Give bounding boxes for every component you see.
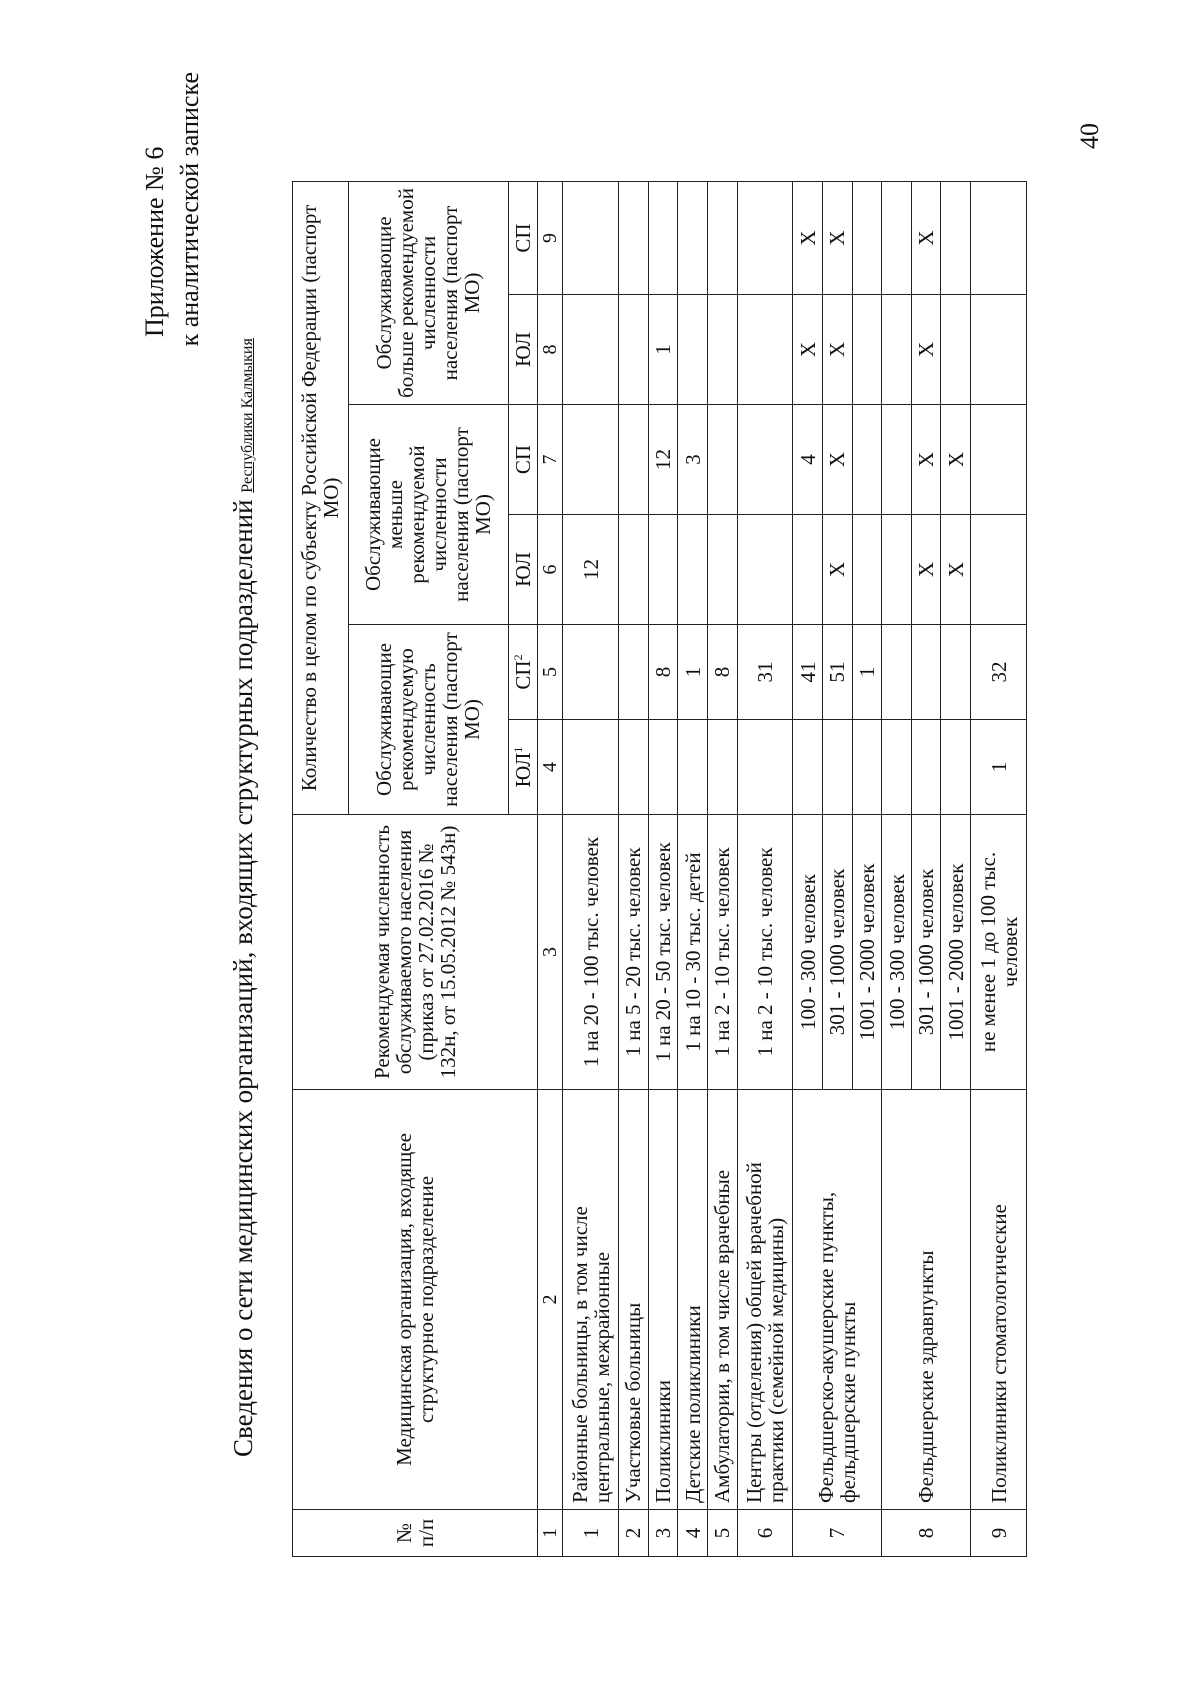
row-number: 4 xyxy=(678,1510,708,1557)
cell-sp-b xyxy=(882,405,912,515)
cell-sp-b xyxy=(971,405,1027,515)
cell-sp-a: 32 xyxy=(971,625,1027,720)
document-region: Республики Калмыкия xyxy=(239,338,256,493)
cell-sp-a xyxy=(882,625,912,720)
cell-sp-b xyxy=(619,405,649,515)
table-row xyxy=(619,181,649,1556)
org-name: Участковые больницы xyxy=(619,1090,649,1510)
row-number: 6 xyxy=(737,1510,793,1557)
cell-sp-a: 51 xyxy=(822,625,852,720)
cell-sp-c xyxy=(737,181,793,294)
org-name: Амбулатории, в том числе врачебные xyxy=(708,1090,738,1510)
column-number: 1 xyxy=(538,1510,563,1557)
cell-sp-b xyxy=(737,405,793,515)
cell-sp-b: X xyxy=(911,405,941,515)
recommended-value: 100 - 300 человек xyxy=(793,815,823,1090)
cell-yul-a xyxy=(678,720,708,815)
recommended-value: 1 на 10 - 30 тыс. детей xyxy=(678,815,708,1090)
cell-yul-a xyxy=(708,720,738,815)
cell-yul-b xyxy=(793,515,823,625)
recommended-value: 1001 - 2000 человек xyxy=(941,815,971,1090)
cell-yul-c xyxy=(678,295,708,405)
cell-sp-c xyxy=(708,181,738,294)
recommended-value: 1 на 2 - 10 тыс. человек xyxy=(708,815,738,1090)
cell-sp-c xyxy=(648,181,678,294)
org-name: Детские поликлиники xyxy=(678,1090,708,1510)
cell-yul-b xyxy=(852,515,882,625)
row-number: 2 xyxy=(619,1510,649,1557)
cell-yul-c xyxy=(941,295,971,405)
cell-sp-c xyxy=(619,181,649,294)
header-org: Медицинская организация, входящее структурное подразделение xyxy=(293,1090,538,1510)
org-name: Фельдшерско-акушерские пункты, фельдшерские пункты xyxy=(793,1090,882,1510)
recommended-value: 1001 - 2000 человек xyxy=(852,815,882,1090)
cell-yul-b xyxy=(678,515,708,625)
cell-yul-a xyxy=(822,720,852,815)
column-number-row xyxy=(538,181,563,1556)
table-row xyxy=(971,181,1027,1556)
header-group-c: Обслуживающие больше рекомендуемой численности населения (паспорт МО) xyxy=(348,181,508,404)
cell-sp-a xyxy=(619,625,649,720)
row-number: 5 xyxy=(708,1510,738,1557)
row-number: 8 xyxy=(882,1510,971,1557)
cell-yul-b xyxy=(737,515,793,625)
cell-sp-c: X xyxy=(911,181,941,294)
cell-yul-c xyxy=(971,295,1027,405)
cell-yul-c xyxy=(708,295,738,405)
cell-yul-a xyxy=(882,720,912,815)
cell-yul-c xyxy=(563,295,619,405)
table-row xyxy=(882,181,912,1556)
row-number: 9 xyxy=(971,1510,1027,1557)
cell-yul-a xyxy=(619,720,649,815)
header-num: № п/п xyxy=(293,1510,538,1557)
cell-yul-c: 1 xyxy=(648,295,678,405)
header-sp-a: $СП^2$ xyxy=(508,625,538,720)
cell-sp-a: 41 xyxy=(793,625,823,720)
cell-yul-c xyxy=(737,295,793,405)
column-number: 6 xyxy=(538,515,563,625)
header-group-a: Обслуживающие рекомендуемую численность населения (паспорт МО) xyxy=(348,625,508,815)
cell-sp-a: 8 xyxy=(648,625,678,720)
cell-sp-c: X xyxy=(793,181,823,294)
cell-sp-b: X xyxy=(941,405,971,515)
table-row xyxy=(563,181,619,1556)
cell-sp-b: 3 xyxy=(678,405,708,515)
cell-yul-a xyxy=(793,720,823,815)
cell-yul-c: X xyxy=(911,295,941,405)
column-number: 2 xyxy=(538,1090,563,1510)
recommended-value: 1 на 2 - 10 тыс. человек xyxy=(737,815,793,1090)
header-yul-b: ЮЛ xyxy=(508,515,538,625)
column-number: 4 xyxy=(538,720,563,815)
recommended-value: 1 на 5 - 20 тыс. человек xyxy=(619,815,649,1090)
recommended-value: 301 - 1000 человек xyxy=(911,815,941,1090)
header-total: Количество в целом по субъекту Российской Федерации (паспорт МО) xyxy=(293,181,349,814)
cell-sp-c: X xyxy=(822,181,852,294)
cell-yul-b xyxy=(648,515,678,625)
cell-yul-a xyxy=(911,720,941,815)
cell-sp-c xyxy=(941,181,971,294)
cell-sp-a xyxy=(563,625,619,720)
recommended-value: 100 - 300 человек xyxy=(882,815,912,1090)
cell-yul-c xyxy=(619,295,649,405)
org-name: Поликлиники xyxy=(648,1090,678,1510)
column-number: 3 xyxy=(538,815,563,1090)
cell-sp-a: 1 xyxy=(852,625,882,720)
org-name: Районные больницы, в том числе центральные, межрайонные xyxy=(563,1090,619,1510)
row-number: 7 xyxy=(793,1510,882,1557)
row-number: 1 xyxy=(563,1510,619,1557)
cell-sp-a: 8 xyxy=(708,625,738,720)
annex-title: Приложение № 6 xyxy=(140,146,169,337)
table-row xyxy=(648,181,678,1556)
recommended-value: 1 на 20 - 100 тыс. человек xyxy=(563,815,619,1090)
header-sp-c: СП xyxy=(508,181,538,294)
cell-sp-c xyxy=(678,181,708,294)
cell-sp-a xyxy=(911,625,941,720)
document-title-text: Сведения о сети медицинских организаций, входящих структурных подразделений xyxy=(228,499,258,1457)
column-number: 9 xyxy=(538,181,563,294)
cell-sp-b: X xyxy=(822,405,852,515)
data-table xyxy=(292,181,1027,1557)
table-row xyxy=(678,181,708,1556)
cell-yul-a xyxy=(648,720,678,815)
cell-sp-a: 1 xyxy=(678,625,708,720)
cell-yul-a xyxy=(563,720,619,815)
cell-sp-c xyxy=(971,181,1027,294)
cell-sp-b xyxy=(563,405,619,515)
column-number: 8 xyxy=(538,295,563,405)
cell-sp-c xyxy=(563,181,619,294)
header-yul-c: ЮЛ xyxy=(508,295,538,405)
recommended-value: 1 на 20 - 50 тыс. человек xyxy=(648,815,678,1090)
recommended-value: 301 - 1000 человек xyxy=(822,815,852,1090)
cell-yul-a xyxy=(941,720,971,815)
column-number: 5 xyxy=(538,625,563,720)
header-sp-b: СП xyxy=(508,405,538,515)
cell-yul-a xyxy=(737,720,793,815)
document-title xyxy=(228,338,259,1457)
cell-sp-b xyxy=(708,405,738,515)
cell-yul-a: 1 xyxy=(971,720,1027,815)
cell-sp-c xyxy=(882,181,912,294)
cell-yul-b: X xyxy=(822,515,852,625)
table-row xyxy=(708,181,738,1556)
cell-yul-b xyxy=(971,515,1027,625)
row-number: 3 xyxy=(648,1510,678,1557)
table-row xyxy=(793,181,823,1556)
cell-sp-a: 31 xyxy=(737,625,793,720)
cell-yul-b xyxy=(619,515,649,625)
cell-sp-b xyxy=(852,405,882,515)
cell-yul-c: X xyxy=(822,295,852,405)
annex-subtitle: к аналитической записке xyxy=(175,72,204,347)
page-number: 40 xyxy=(1075,123,1104,149)
recommended-value: не менее 1 до 100 тыс. человек xyxy=(971,815,1027,1090)
header-group-b: Обслуживающие меньше рекомендуемой численности населения (паспорт МО) xyxy=(348,405,508,625)
cell-sp-a xyxy=(941,625,971,720)
org-name: Фельдшерские здравпункты xyxy=(882,1090,971,1510)
table-row xyxy=(737,181,793,1556)
cell-yul-c xyxy=(852,295,882,405)
cell-sp-c xyxy=(852,181,882,294)
cell-sp-b: 12 xyxy=(648,405,678,515)
column-number: 7 xyxy=(538,405,563,515)
org-name: Поликлиники стоматологические xyxy=(971,1090,1027,1510)
cell-yul-b xyxy=(882,515,912,625)
header-yul-a: $ЮЛ^1$ xyxy=(508,720,538,815)
cell-yul-c: X xyxy=(793,295,823,405)
cell-yul-b xyxy=(708,515,738,625)
cell-sp-b: 4 xyxy=(793,405,823,515)
header-recommended: Рекомендуемая численность обслуживаемого населения (приказ от 27.02.2016 № 132н, от 15.05.2012 № 543н) xyxy=(293,815,538,1090)
cell-yul-b: 12 xyxy=(563,515,619,625)
header-row-1 xyxy=(293,181,349,1556)
cell-yul-c xyxy=(882,295,912,405)
cell-yul-b: X xyxy=(941,515,971,625)
org-name: Центры (отделения) общей врачебной практики (семейной медицины) xyxy=(737,1090,793,1510)
cell-yul-b: X xyxy=(911,515,941,625)
cell-yul-a xyxy=(852,720,882,815)
